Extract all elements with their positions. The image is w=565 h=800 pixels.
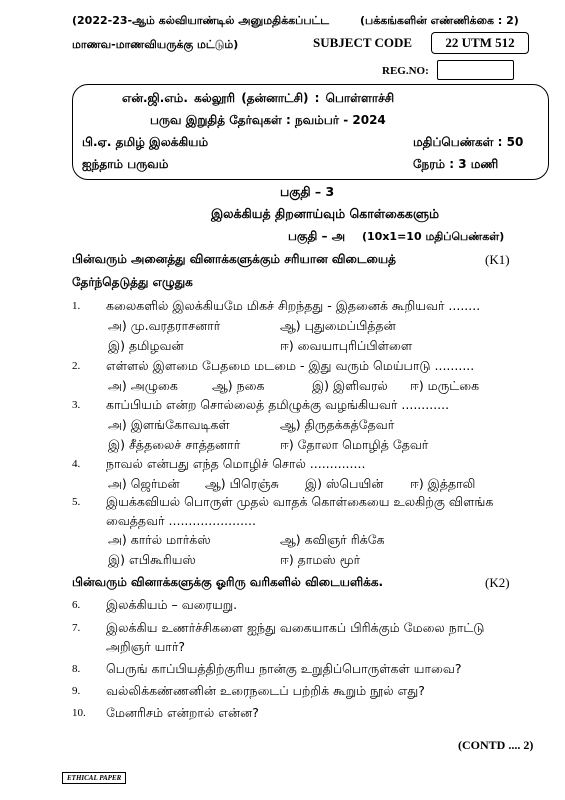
option-c: இ) ஸ்பெயின் bbox=[305, 476, 384, 491]
max-marks: மதிப்பெண்கள் : 50 bbox=[413, 135, 524, 149]
option-d: ஈ) வையாபுரிப்பிள்ளை bbox=[280, 338, 413, 353]
question-text: எள்ளல் இளமை பேதமை மடமை - இது வரும் மெய்பாடு .......... bbox=[106, 358, 475, 373]
section-a-marks: (10x1=10 மதிப்பெண்கள்) bbox=[362, 230, 505, 243]
option-a: அ) கார்ல் மார்க்ஸ் bbox=[108, 532, 211, 547]
question-text: கலைகளில் இலக்கியமே மிகச் சிறந்தது - இதனைக் கூறியவர் ........ bbox=[106, 298, 481, 313]
question-number: 7. bbox=[72, 622, 81, 634]
year-note: (2022-23-ஆம் கல்வியாண்டில் அனுமதிக்கப்பட்ட bbox=[72, 14, 330, 27]
k1-label: (K1) bbox=[485, 252, 510, 267]
option-a: அ) மு.வரதராசனார் bbox=[108, 318, 221, 333]
question-number: 8. bbox=[72, 663, 81, 675]
subject-code-box bbox=[431, 32, 529, 54]
pages-note: (பக்கங்களின் எண்ணிக்கை : 2) bbox=[360, 14, 519, 27]
question-number: 9. bbox=[72, 685, 81, 697]
option-b: ஆ) நகை bbox=[212, 378, 265, 393]
subject-code-value: 22 UTM 512 bbox=[445, 35, 515, 50]
question-number: 4. bbox=[72, 458, 81, 470]
option-a: அ) அழுகை bbox=[108, 378, 178, 393]
option-d: ஈ) இத்தாலி bbox=[410, 476, 476, 491]
question-text: இலக்கிய உணர்ச்சிகளை ஐந்து வகையாகப் பிரிக்கும் மேலை நாட்டு bbox=[106, 620, 485, 635]
question-number: 6. bbox=[72, 599, 81, 611]
question-text: இயக்கவியல் பொருள் முதல் வாதக் கொள்கையை உலகிற்கு விளங்க bbox=[106, 494, 494, 509]
question-text: மேனரிசம் என்றால் என்ன? bbox=[106, 705, 259, 720]
option-a: அ) ஜெர்மன் bbox=[108, 476, 180, 491]
option-b: ஆ) பிரெஞ்சு bbox=[205, 476, 279, 491]
question-text: இலக்கியம் – வரையறு. bbox=[106, 597, 238, 612]
option-a: அ) இளங்கோவடிகள் bbox=[108, 417, 230, 432]
exam-title: பருவ இறுதித் தேர்வுகள் : நவம்பர் - 2024 bbox=[150, 113, 386, 127]
instruction-2: பின்வரும் வினாக்களுக்கு ஓரிரு வரிகளில் விடையளிக்க. bbox=[72, 575, 384, 589]
option-c: இ) எபிகூரியஸ் bbox=[108, 552, 196, 567]
option-c: இ) தமிழவன் bbox=[108, 338, 184, 353]
option-b: ஆ) திருதக்கத்தேவர் bbox=[280, 417, 395, 432]
question-text-continued: வைத்தவர் ...................... bbox=[106, 513, 256, 528]
question-number: 3. bbox=[72, 399, 81, 411]
reg-no-label: REG.NO: bbox=[382, 65, 429, 77]
continued-note: (CONTD .... 2) bbox=[458, 738, 534, 752]
question-text: நாவல் என்பது எந்த மொழிச் சொல் .............. bbox=[106, 456, 366, 471]
semester: ஐந்தாம் பருவம் bbox=[82, 157, 169, 171]
subject-code-label: SUBJECT CODE bbox=[313, 35, 413, 50]
question-number: 2. bbox=[72, 360, 81, 372]
question-number: 5. bbox=[72, 496, 81, 508]
question-number: 10. bbox=[72, 707, 86, 719]
question-text: காப்பியம் என்ற சொல்லைத் தமிழுக்கு வழங்கியவர் ............ bbox=[106, 397, 450, 412]
instruction-1-line-1: பின்வரும் அனைத்து வினாக்களுக்கும் சரியான விடையைத் bbox=[72, 252, 396, 266]
option-b: ஆ) புதுமைப்பித்தன் bbox=[280, 318, 396, 333]
reg-no-field[interactable] bbox=[437, 60, 514, 80]
exam-duration: நேரம் : 3 மணி bbox=[413, 157, 499, 171]
ethical-paper-tag: ETHICAL PAPER bbox=[62, 772, 126, 784]
question-number: 1. bbox=[72, 300, 81, 312]
section-a-heading: பகுதி – அ bbox=[288, 229, 346, 243]
option-d: ஈ) மருட்கை bbox=[410, 378, 480, 393]
college-name: என்.ஜி.எம். கல்லூரி (தன்னாட்சி) : பொள்ளாச்சி bbox=[122, 91, 395, 105]
k2-label: (K2) bbox=[485, 575, 510, 590]
question-text: வல்லிக்கண்ணனின் உரைநடைப் பற்றிக் கூறும் நூல் எது? bbox=[106, 683, 425, 698]
option-c: இ) இளிவரல் bbox=[312, 378, 388, 393]
students-note: மாணவ-மாணவியருக்கு மட்டும்) bbox=[72, 38, 239, 51]
option-c: இ) சீத்தலைச் சாத்தனார் bbox=[108, 437, 241, 452]
option-d: ஈ) தாமஸ் மூர் bbox=[280, 552, 361, 567]
paper-title: இலக்கியத் திறனாய்வும் கொள்கைகளும் bbox=[211, 206, 440, 221]
part-heading: பகுதி – 3 bbox=[280, 184, 335, 199]
question-text-continued: அறிஞர் யார்? bbox=[106, 639, 185, 654]
option-d: ஈ) தோலா மொழித் தேவர் bbox=[280, 437, 429, 452]
course-name: பி.ஏ. தமிழ் இலக்கியம் bbox=[82, 135, 209, 149]
option-b: ஆ) கவிஞர் ரிக்கே bbox=[280, 532, 385, 547]
question-text: பெருங் காப்பியத்திற்குரிய நான்கு உறுதிப்பொருள்கள் யாவை? bbox=[106, 661, 462, 676]
instruction-1-line-2: தேர்ந்தெடுத்து எழுதுக bbox=[72, 275, 193, 289]
